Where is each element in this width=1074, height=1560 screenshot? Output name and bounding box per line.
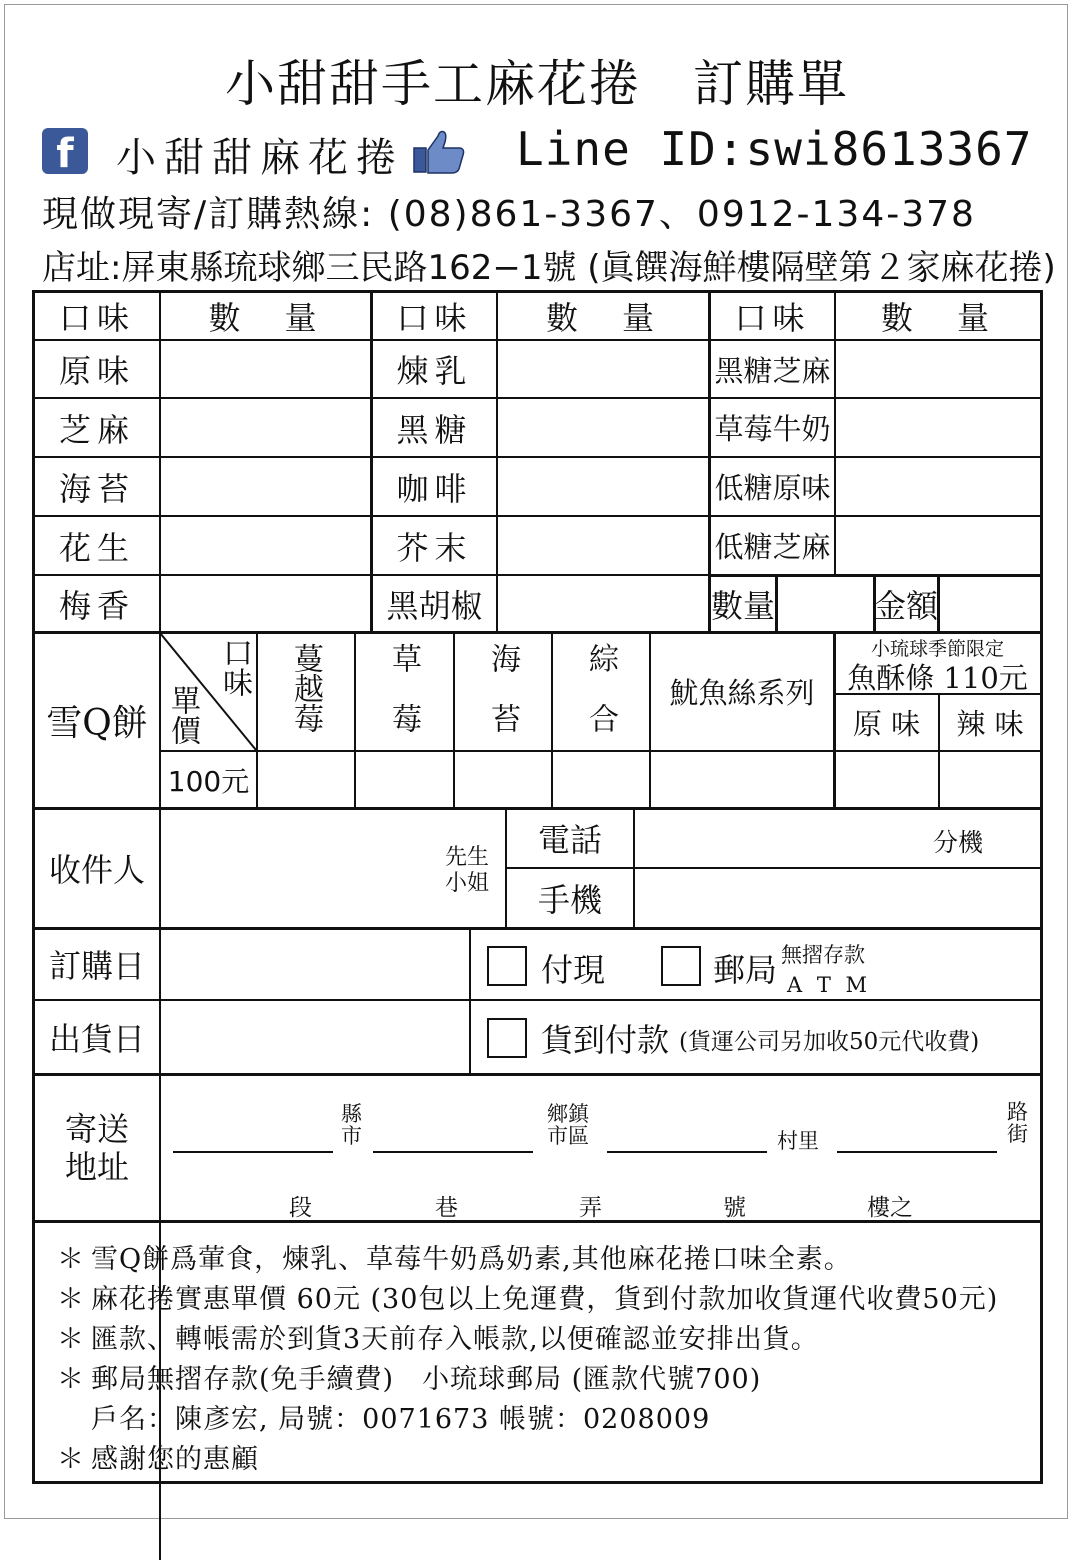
snow-q-cranberry: 蔓越莓 [288,643,323,733]
header-flavor-3: 口味 [734,299,811,337]
address-label: 寄送地址 [64,1109,129,1186]
snow-q-mixed: 綜合 [583,643,618,763]
pay-cash-checkbox[interactable] [487,946,527,986]
note-text: 匯款、轉帳需於到貨3天前存入帳款,以便確認並安排出貨。 [91,1324,819,1355]
line-id: Line ID:swi8613367 [516,122,1033,176]
fish-original: 原 味 [852,707,921,741]
seasonal-note: 小琉球季節限定 [870,637,1004,660]
col-line [775,576,778,631]
village-label: 村里 [777,1129,819,1153]
floor-label: 樓之 [867,1195,913,1221]
pay-post-label: 郵局 [713,951,778,989]
section-line [35,1073,1040,1076]
flavor-brown-sugar: 黑糖 [396,410,473,449]
header-qty-2: 數 量 [545,299,660,337]
col-line [496,293,498,631]
col-line [256,631,258,807]
thumbs-up-icon [412,128,466,174]
diag-price-label: 單價 [165,685,200,745]
snow-q-price: 100元 [167,764,250,798]
note-bullet: ＊ [57,1284,85,1315]
cod-note: (貨運公司另加收50元代收費) [679,1029,980,1055]
col-line [159,293,161,631]
note-text: 感謝您的惠顧 [91,1444,259,1475]
facebook-icon: f [42,128,88,174]
salutation [445,845,489,897]
recipient-label: 收件人 [48,851,145,889]
facebook-page-name: 小甜甜麻花捲 [116,135,404,181]
page-title: 小甜甜手工麻花捲 訂購單 [225,55,849,113]
flavor-seaweed: 海苔 [58,469,135,508]
number-label: 號 [723,1195,746,1221]
note-text: 雪Q餅爲葷食，煉乳、草莓牛奶爲奶素,其他麻花捲口味全素。 [91,1244,852,1275]
note-bullet: ＊ [57,1244,85,1275]
extension-label: 分機 [933,828,984,857]
flavor-plum: 梅香 [58,586,135,625]
order-date-label: 訂購日 [48,947,145,985]
pay-post-checkbox[interactable] [661,946,701,986]
note-bullet: ＊ [57,1444,85,1475]
row-line [35,456,1040,458]
note-bullet: ＊ [57,1364,85,1395]
snow-q-seaweed: 海苔 [485,643,520,763]
flavor-coffee: 咖啡 [396,469,473,508]
flavor-peanut: 花生 [58,528,135,567]
row-line [35,339,1040,341]
blank-township [373,1151,533,1153]
note-4 [57,1357,761,1396]
col-line [551,631,553,807]
snow-q-strawberry: 草莓 [386,643,421,763]
address-label-wrap [35,1075,159,1220]
total-amount-label: 金額 [874,587,939,625]
row-line [35,515,1040,517]
col-line [453,631,455,807]
blank-village [607,1151,767,1153]
header-flavor-2: 口味 [396,299,473,337]
alley-label: 弄 [579,1195,602,1221]
blank-road [837,1151,997,1153]
flavor-sesame: 芝麻 [58,410,135,449]
note-thanks [57,1437,259,1476]
flavor-brown-sugar-sesame: 黑糖芝麻 [714,353,831,388]
section-line [35,927,1040,930]
note-2 [57,1277,998,1316]
note-text: 麻花捲實惠單價 60元 (30包以上免運費，貨到付款加收貨運代收費50元) [91,1284,999,1315]
atm-label: A T M [787,973,872,997]
pay-cash-label: 付現 [541,951,606,989]
squid-series: 魷魚絲系列 [669,676,815,710]
flavor-strawberry-milk: 草莓牛奶 [714,412,831,446]
fish-spicy: 辣 味 [956,707,1024,741]
salutation-mr: 先生 [445,845,490,870]
snow-q-label: 雪Q餅 [46,702,148,744]
salutation-ms: 小姐 [445,871,490,896]
flavor-wasabi: 芥末 [396,528,473,567]
note-account: 戶名：陳彥宏, 局號：0071673 帳號：0208009 [91,1404,711,1435]
flavor-low-sugar-original: 低糖原味 [714,471,831,505]
row-line [35,999,1040,1001]
road-label: 路街 [1007,1100,1028,1146]
section-label: 段 [289,1195,312,1221]
note-1 [57,1237,852,1276]
note-text: 郵局無摺存款(免手續費) 小琉球郵局 (匯款代號700) [91,1364,762,1395]
order-form [32,290,1043,1484]
fish-stick-title: 魚酥條 110元 [847,660,1028,695]
township-label: 鄉鎮市區 [547,1102,589,1148]
order-hotline: 現做現寄/訂購熱線: (08)861-3367、0912-134-378 [42,194,976,235]
shop-address: 店址:屏東縣琉球鄉三民路162−1號 (眞饌海鮮樓隔壁第２家麻花捲) [42,248,1056,288]
col-line [354,631,356,807]
flavor-black-pepper: 黑胡椒 [386,586,483,625]
flavor-low-sugar-sesame: 低糖芝麻 [714,530,831,564]
flavor-original: 原味 [58,352,135,390]
blank-county [173,1151,333,1153]
total-qty-label: 數量 [711,587,776,625]
lane-label: 巷 [435,1195,458,1221]
note-3 [57,1317,819,1356]
ship-date-label: 出貨日 [48,1020,145,1058]
row-line [835,750,1040,752]
diag-flavor-label: 口味 [217,637,252,697]
header-flavor-1: 口味 [58,299,135,337]
flavor-condensed-milk: 煉乳 [396,352,473,390]
phone-label: 電話 [537,821,602,859]
social-row [42,122,1042,181]
county-label: 縣市 [341,1102,362,1148]
note-bullet: ＊ [57,1324,85,1355]
row-line [35,397,1040,399]
cod-label: 貨到付款 [541,1021,670,1059]
mobile-label: 手機 [537,881,602,919]
cod-checkbox[interactable] [487,1018,527,1058]
header-qty-1: 數 量 [208,299,323,337]
header-qty-3: 數 量 [880,299,995,337]
post-note: 無摺存款 [781,943,865,967]
